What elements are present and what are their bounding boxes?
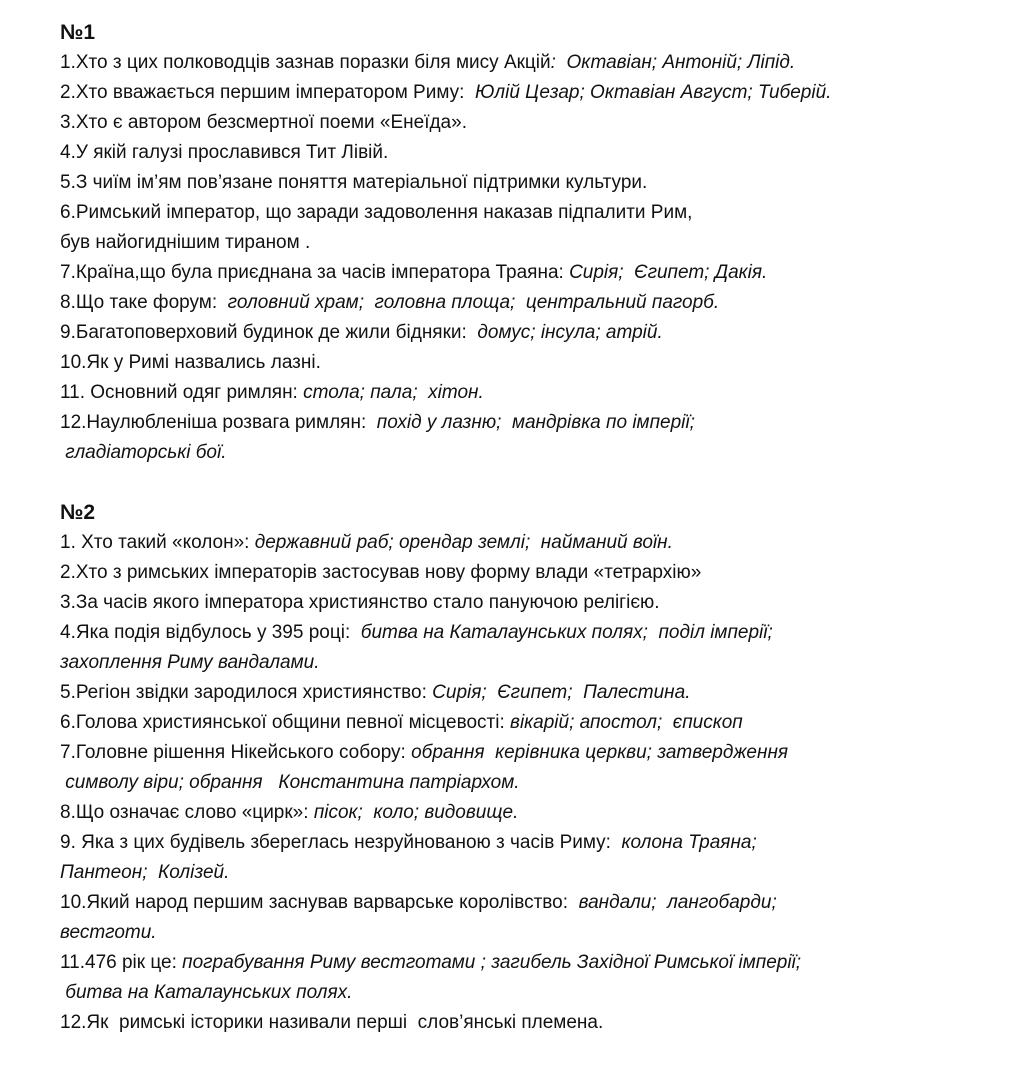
quiz-line xyxy=(60,588,1010,618)
section-title: №1 xyxy=(60,21,96,44)
quiz-line xyxy=(60,48,1010,78)
section-spacer xyxy=(60,468,1010,498)
quiz-line xyxy=(60,618,1010,648)
question-text: 2.Хто з римських імператорів застосував нову форму влади «тетрархію» xyxy=(60,562,702,583)
question-text: 4.Яка подія відбулось у 395 році: xyxy=(60,622,361,643)
question-text: 1. Хто такий «колон»: xyxy=(60,532,255,553)
question-text: 4.У якій галузі прославився Тит Лівій. xyxy=(60,142,389,163)
question-text: 10.Який народ першим заснував варварське королівство: xyxy=(60,892,579,913)
quiz-line xyxy=(60,798,1010,828)
quiz-line xyxy=(60,1008,1010,1038)
answer-options: Сирія; Єгипет; Палестина. xyxy=(432,682,691,703)
question-text: 8.Що означає слово «цирк»: xyxy=(60,802,314,823)
question-text: 2.Хто вважається першим імператором Риму: xyxy=(60,82,475,103)
question-text: 12.Як римські історики називали перші слов’янські племена. xyxy=(60,1012,604,1033)
quiz-line xyxy=(60,858,1010,888)
section-title: №2 xyxy=(60,501,96,524)
quiz-line xyxy=(60,918,1010,948)
answer-options: битва на Каталаунських полях; поділ імперії; xyxy=(360,622,773,643)
answer-options: пісок; коло; видовище. xyxy=(313,802,519,823)
quiz-line xyxy=(60,528,1010,558)
answer-options: похід у лазню; мандрівка по імперії; xyxy=(376,412,695,433)
answer-options: Пантеон; Колізей. xyxy=(60,862,230,883)
answer-options: битва на Каталаунських полях. xyxy=(65,982,353,1003)
quiz-line xyxy=(60,948,1010,978)
answer-options: вестготи. xyxy=(60,922,157,943)
answer-options: державний раб; орендар землі; найманий воїн. xyxy=(254,532,673,553)
answer-options: гладіаторські бої. xyxy=(65,442,227,463)
question-text: 9.Багатоповерховий будинок де жили бідняки: xyxy=(60,322,478,343)
quiz-line xyxy=(60,738,1010,768)
quiz-line xyxy=(60,558,1010,588)
question-text: 3.Хто є автором безсмертної поеми «Енеїда». xyxy=(60,112,467,133)
quiz-line xyxy=(60,78,1010,108)
quiz-line xyxy=(60,678,1010,708)
question-text: 6.Голова християнської общини певної місцевості: xyxy=(60,712,511,733)
quiz-line xyxy=(60,708,1010,738)
quiz-line xyxy=(60,888,1010,918)
question-text: 11. Основний одяг римлян: xyxy=(60,382,304,403)
answer-options: : Октавіан; Антоній; Ліпід. xyxy=(550,52,796,73)
question-text: 5.З чиїм ім’ям пов’язане поняття матеріальної підтримки культури. xyxy=(60,172,648,193)
quiz-line xyxy=(60,108,1010,138)
question-text: 3.За часів якого імператора християнство стало пануючою релігією. xyxy=(60,592,660,613)
question-text: 6.Римський імператор, що заради задоволення наказав підпалити Рим, xyxy=(60,202,693,223)
quiz-line xyxy=(60,258,1010,288)
question-text: був найогиднішим тираном . xyxy=(60,232,311,253)
quiz-line xyxy=(60,288,1010,318)
quiz-line xyxy=(60,168,1010,198)
answer-options: головний храм; головна площа; центральний пагорб. xyxy=(227,292,720,313)
answer-options: вікарій; апостол; єпископ xyxy=(510,712,743,733)
answer-options: символу віри; обрання Константина патріархом. xyxy=(65,772,520,793)
question-text: 7.Головне рішення Нікейського собору: xyxy=(60,742,412,763)
quiz-line xyxy=(60,318,1010,348)
question-text: 1.Хто з цих полководців зазнав поразки біля мису Акцій xyxy=(60,52,551,73)
quiz-content xyxy=(60,18,1010,1038)
quiz-line xyxy=(60,138,1010,168)
answer-options: Юлій Цезар; Октавіан Август; Тиберій. xyxy=(474,82,832,103)
answer-options: захоплення Риму вандалами. xyxy=(60,652,320,673)
answer-options: вандали; лангобарди; xyxy=(578,892,777,913)
question-text: 5.Регіон звідки зародилося християнство: xyxy=(60,682,433,703)
quiz-line xyxy=(60,828,1010,858)
answer-options: обрання керівника церкви; затвердження xyxy=(411,742,789,763)
answer-options: стола; пала; хітон. xyxy=(303,382,484,403)
answer-options: колона Траяна; xyxy=(621,832,757,853)
quiz-line xyxy=(60,228,1010,258)
answer-options: Сирія; Єгипет; Дакія. xyxy=(569,262,768,283)
question-text: 8.Що таке форум: xyxy=(60,292,228,313)
question-text: 12.Наулюбленіша розвага римлян: xyxy=(60,412,377,433)
question-text: 9. Яка з цих будівель збереглась незруйнованою з часів Риму: xyxy=(60,832,622,853)
quiz-line xyxy=(60,348,1010,378)
quiz-line xyxy=(60,378,1010,408)
quiz-line xyxy=(60,438,1010,468)
answer-options: пограбування Риму вестготами ; загибель Західної Римської імперії; xyxy=(182,952,802,973)
quiz-line xyxy=(60,648,1010,678)
question-text: 7.Країна,що була приєднана за часів імператора Траяна: xyxy=(60,262,570,283)
quiz-line xyxy=(60,408,1010,438)
quiz-line xyxy=(60,978,1010,1008)
document-page xyxy=(60,18,1010,1038)
quiz-line xyxy=(60,768,1010,798)
question-text: 10.Як у Римі назвались лазні. xyxy=(60,352,321,373)
quiz-line xyxy=(60,198,1010,228)
answer-options: домус; інсула; атрій. xyxy=(477,322,663,343)
question-text: 11.476 рік це: xyxy=(60,952,183,973)
